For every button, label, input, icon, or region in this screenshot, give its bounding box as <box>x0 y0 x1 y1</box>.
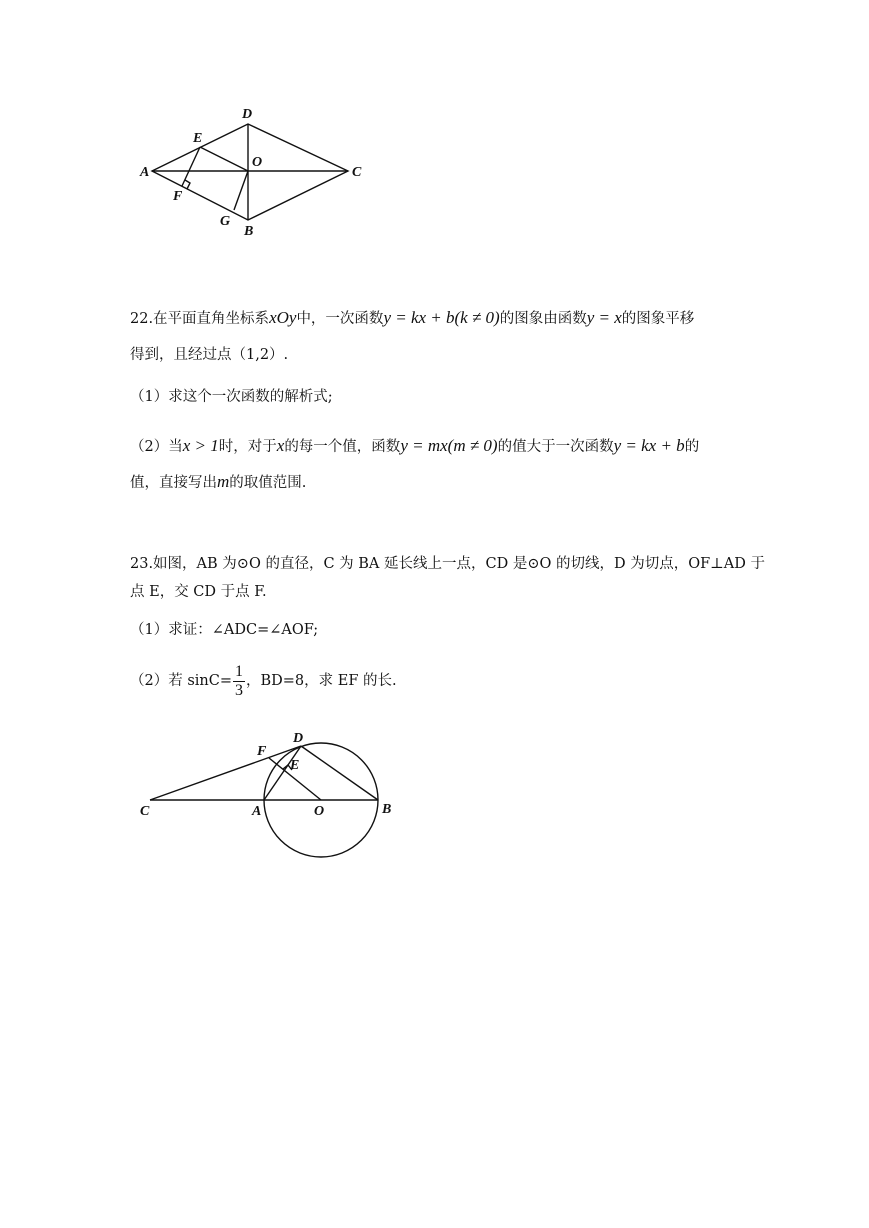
q22-text: 中，一次函数 <box>296 311 384 327</box>
label-e: E <box>193 131 203 146</box>
q23-part2 <box>130 662 740 700</box>
label-a: A <box>140 165 150 180</box>
fraction-numerator: 1 <box>235 662 243 680</box>
circle-tangent-figure <box>130 725 410 865</box>
q22-math-y-kxb: y = kx + b <box>613 436 685 455</box>
label-e: E <box>290 758 300 773</box>
label-g: G <box>220 214 231 229</box>
label-c: C <box>140 804 150 819</box>
q22-part1: （1）求这个一次函数的解析式; <box>130 389 333 405</box>
q22-text: 的图象由函数 <box>499 311 587 327</box>
q23-part1: （1）求证：∠ADC=∠AOF; <box>130 622 319 638</box>
chord-ad <box>264 746 301 800</box>
q22-text: 值，直接写出 <box>130 475 217 491</box>
segment-ef <box>182 147 200 186</box>
label-f: F <box>173 189 183 204</box>
q22-math-linear-func: y = kx + b(k ≠ 0) <box>383 308 500 327</box>
q22-part2-line2 <box>130 470 740 495</box>
rhombus-outline <box>152 124 348 220</box>
rhombus-figure <box>130 100 380 245</box>
q22-line2: 得到，且经过点（1,2）. <box>130 347 289 363</box>
label-f: F <box>257 744 267 759</box>
q22-text: 时，对于 <box>218 439 277 455</box>
chord-db <box>301 746 378 800</box>
label-d: D <box>293 731 304 746</box>
label-b: B <box>244 224 254 239</box>
circle-tangent-diagram <box>130 725 410 865</box>
q22-text: 的取值范围. <box>229 475 307 491</box>
label-o: O <box>314 804 325 819</box>
q22-text: 的 <box>684 439 700 455</box>
q23-text: ，BD=8，求 EF 的长. <box>246 673 397 689</box>
label-a: A <box>252 804 262 819</box>
q22-math-x: x <box>276 436 285 455</box>
segment-eo <box>200 147 248 171</box>
q22-math-xoy: xOy <box>269 308 297 327</box>
q22-text: 22.在平面直角坐标系 <box>130 311 270 327</box>
tangent-cd <box>150 746 301 800</box>
q22-math-x-gt-1: x > 1 <box>182 436 219 455</box>
label-b: B <box>382 802 392 817</box>
label-o: O <box>252 155 263 170</box>
q22-line1 <box>130 306 740 331</box>
q23-text: （2）若 sinC= <box>130 673 232 689</box>
q22-text: 的图象平移 <box>621 311 695 327</box>
q22-text: （2）当 <box>130 439 183 455</box>
q22-math-m: m <box>217 472 230 491</box>
label-c: C <box>352 165 362 180</box>
label-d: D <box>242 107 253 122</box>
q22-part2-line1 <box>130 434 740 459</box>
q22-math-yx: y = x <box>586 308 622 327</box>
q23-line2: 点 E，交 CD 于点 F. <box>130 584 267 600</box>
rhombus-diagram <box>130 100 380 245</box>
fraction-one-third <box>233 663 245 700</box>
q23-line1: 23.如图，AB 为⊙O 的直径，C 为 BA 延长线上一点，CD 是⊙O 的切线，D 为切点，OF⊥AD 于 <box>130 556 765 572</box>
q22-text: 的值大于一次函数 <box>497 439 614 455</box>
segment-og <box>234 171 248 210</box>
q22-text: 的每一个值，函数 <box>284 439 401 455</box>
fraction-denominator: 3 <box>235 681 243 699</box>
q22-math-y-mx: y = mx(m ≠ 0) <box>400 436 498 455</box>
